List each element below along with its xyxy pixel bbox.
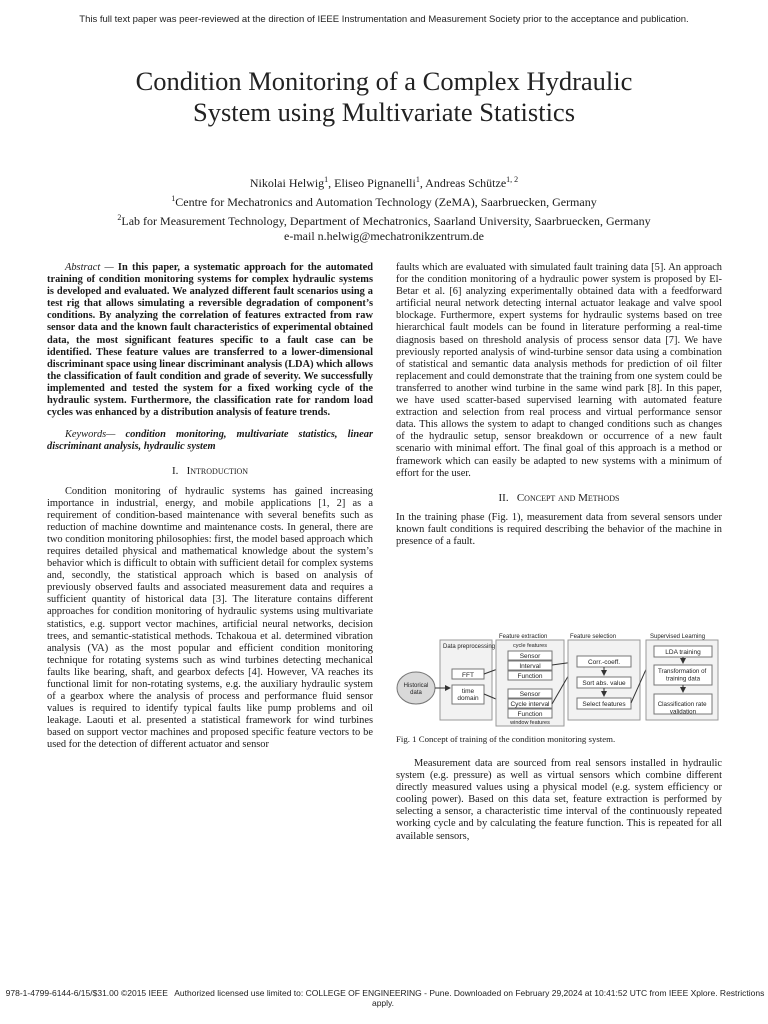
paper-title: [40, 66, 728, 128]
page-footer: [0, 988, 768, 1008]
footer-license: Authorized licensed use limited to: COLLEGE OF ENGINEERING - Pune. Downloaded on February 29,2024 at 10:41:52 UTC from IEEE Xplore. Restrictions apply.: [174, 988, 765, 1008]
title-line-2: System using Multivariate Statistics: [192, 97, 576, 127]
section-1-heading: I. Introduction: [171, 465, 249, 478]
supervised-learning-title: Supervised Learning: [650, 634, 706, 640]
author-3-sup: 1, 2: [506, 175, 519, 184]
section-2-heading: II. Concept and Methods: [498, 491, 620, 504]
footer-isbn: 978-1-4799-6144-6/15/$31.00 ©2015 IEEE: [5, 988, 168, 998]
preprocessing-title: Data preprocessing: [443, 644, 496, 650]
section-2-text-2: Measurement data are sourced from real sensors installed in hydraulic system (e.g. pressure) as well as virtual sensors which combine different directly measured values using a physical model (e.g. system efficiency or cooling power). Based on this data set, feature extraction is performed by selecting a sensor, a characteristic time interval of the continuously repeated working cycle and by calculating the feature function. This is repeated for all available sensors,: [396, 758, 722, 842]
feature-selection-title: Feature selection: [570, 634, 617, 640]
sensor-label-1: Sensor: [519, 653, 541, 660]
keywords-label: Keywords—: [65, 429, 126, 441]
right-column-lower: [396, 758, 722, 843]
fft-label: FFT: [462, 672, 474, 679]
window-features-label: window features: [510, 720, 550, 726]
figure-1: [396, 632, 724, 728]
affiliation-1: $^1$Centre for Mechatronics and Automation Technology (ZeMA), Saarbruecken, Germany: [171, 194, 597, 209]
historical-data-label: Historical data: [403, 683, 429, 696]
keywords: [47, 429, 373, 453]
affiliation-1-sup: 1: [171, 194, 176, 203]
classification-label-text: Classification rate: [657, 701, 707, 708]
sort-label: Sort abs. value: [582, 680, 626, 687]
transformation-label-text-line-2: training data: [665, 675, 701, 683]
interval-label: Interval: [519, 663, 541, 670]
author-3: Andreas Schütze: [425, 176, 507, 190]
classification-label-text-line-2: validation: [669, 708, 697, 716]
lda-label: LDA training: [665, 649, 701, 656]
title-line-1: Condition Monitoring of a Complex Hydraulic: [135, 66, 633, 96]
affiliation-2: $^2$Lab for Measurement Technology, Department of Mechatronics, Saarland University, Saarbruecken, Germany: [117, 213, 651, 228]
time-domain-label: time domain: [457, 688, 479, 702]
abstract-text: In this paper, a systematic approach for the automated training of condition monitoring systems for complex hydraulic systems is developed and evaluated. We analyzed different fault scenarios using a test rig that allows simulating a reversible degradation of component’s conditions. By analyzing the correlation of features extracted from raw sensor data and the known fault characteristics of experimental obtained data, the most significant features specific to a fault case can be identified. These feature values are transferred to a lower-dimensional discriminant space using linear discriminant analysis (LDA) which allows the classification of fault condition and grade of severity. We successfully implemented and tested the system for a fixed working cycle of the hydraulic system. Furthermore, the classification rate for random load cycles was enhanced by a distribution analysis of feature trends.: [47, 262, 373, 419]
right-column: [396, 262, 722, 548]
intro-continued: faults which are evaluated with simulated fault training data [5]. An approach for the condition monitoring of a hydraulic power system is proposed by El-Betar et al. [6] analyzing experimentally obtained data with a feedforward artificial neural network detecting internal actuator leakage and valve spool blockage. Furthermore, expert systems for hydraulic systems based on tree hierarchical fault models can be found in literature performing a real-time diagnosis based on threshold analysis of process sensor data [7]. We have previously reported analysis of wind-turbine sensor data using a combination of statistical and semantic data analysis methods for prediction of oil filter replacement and could demonstrate that the training from one system could be transferred to another wind turbine in the same wind park [8]. In this paper, we have used scatter-based supervised learning with automated feature extraction and selection from real process and virtual performance sensor data. This allows the system to adapt to changed conditions such as changes of the hydraulic setup, sensor breakdown or occurrence of a new fault scenario with minimal effort. The final goal of this approach is a method or framework which can easily be adapted to new systems with a minimum of effort for the user.: [396, 262, 722, 479]
peer-review-notice: This full text paper was peer-reviewed at the direction of IEEE Instrumentation and Measurement Society prior to the acceptance and publication.: [79, 14, 689, 25]
author-1-sup: 1: [324, 175, 329, 184]
author-2-sup: 1: [415, 175, 420, 184]
section-1-text: Condition monitoring of hydraulic systems has gained increasing importance in industrial, energy, and mobile applications [1, 2] as a requirement of condition-based maintenance with several benefits such as reduction of machine downtime and maintenance costs. In general, there are two condition monitoring philosophies: first, the model based approach which requires detailed physical and mathematical knowledge about the system’s behavior which is difficult to obtain with sufficient detail for complex systems and, secondly, the statistical approach which is based on analysis of previously observed faults and associated measurement data and requires a sufficient quantity of historical data [3]. The literature contains different approaches for condition monitoring of hydraulic systems using multivariate statistics, e.g. support vector machines, artificial neural networks, decision trees, and semantic-statistical methods. Tchakoua et al. determined vibration analysis (VA) as the most popular and efficient condition monitoring technique for rotating systems such as wind turbines detecting mechanical faults like bearing, shaft, and gearbox defects [4]. However, VA reaches its functional limit for non-rotating systems, e.g. the auxiliary hydraulic system of a gearbox where the analysis of process and performance fluid sensor values is required to identify typical faults like pump problems and oil leakage. Laouti et al. presented a statistical framework for wind turbines based on support vector machines and proposed specific feature vectors to be used for the detection of different actuator and sensor: [47, 485, 373, 751]
left-column: [47, 262, 373, 752]
keywords-text: condition monitoring, multivariate statistics, linear discriminant analysis, hydraulic system: [47, 429, 373, 453]
select-features-label: Select features: [582, 701, 626, 708]
function-label-1: Function: [517, 673, 543, 680]
author-1: Nikolai Helwig: [249, 176, 325, 190]
author-names: Nikolai Helwig$^1$, Eliseo Pignanelli$^1$, Andreas Schütze$^{1, 2}$: [249, 175, 519, 190]
affiliation-2-sup: 2: [117, 213, 122, 222]
corr-coeff-label: Corr.-coeff.: [587, 659, 621, 666]
function-label-2: Function: [517, 711, 543, 718]
abstract-label: Abstract —: [65, 262, 118, 273]
cycle-features-label: cycle features: [513, 643, 547, 649]
feature-extraction-title: Feature extraction: [499, 634, 548, 640]
training-diagram: [396, 632, 724, 728]
cycle-interval-label: Cycle interval: [510, 701, 550, 708]
figure-1-caption: Fig. 1 Concept of training of the condition monitoring system.: [396, 734, 616, 744]
author-2: Eliseo Pignanelli: [334, 176, 416, 190]
abstract: [47, 262, 373, 419]
author-block: [40, 172, 728, 244]
section-2-text-1: In the training phase (Fig. 1), measurement data from several sensors under known fault conditions is required describing the behavior of the machine in presence of a fault.: [396, 511, 722, 547]
sensor-label-2: Sensor: [519, 691, 541, 698]
transformation-label-text: Transformation of: [658, 668, 707, 675]
author-email: e-mail n.helwig@mechatronikzentrum.de: [284, 229, 484, 243]
preprocessing-panel: [440, 640, 492, 720]
